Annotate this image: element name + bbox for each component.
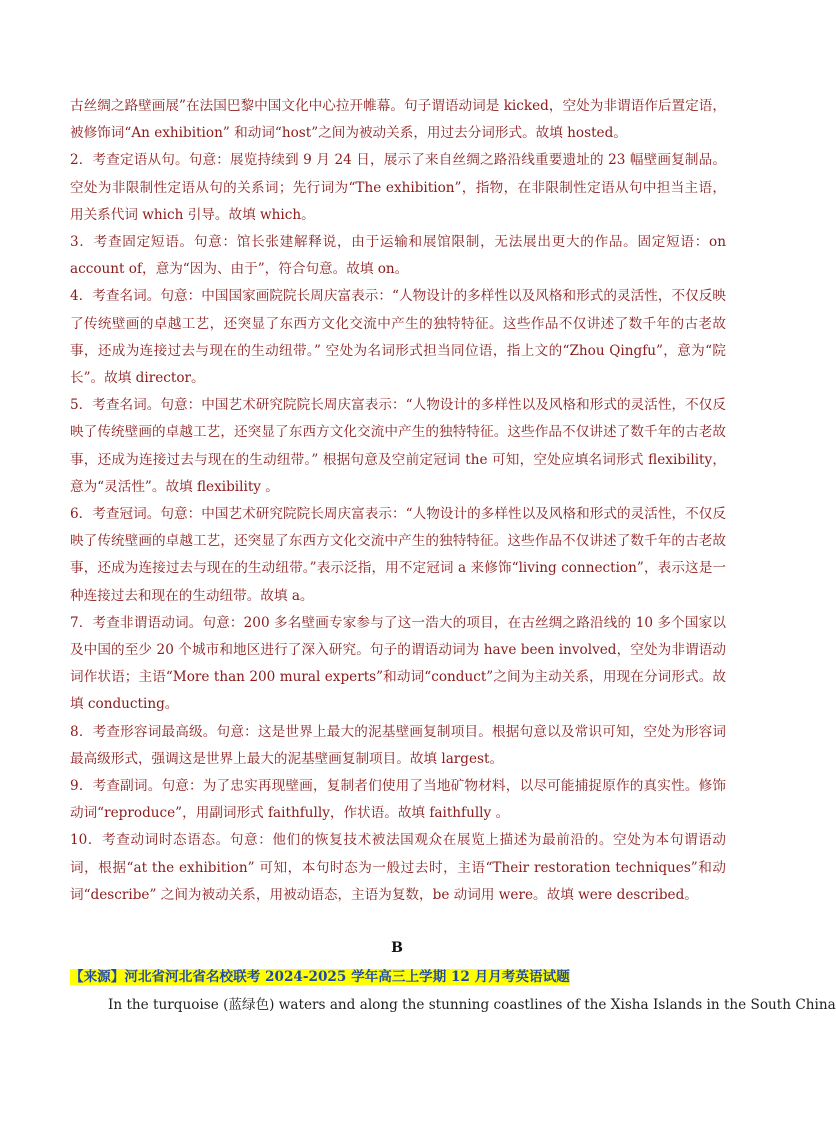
answer-5: 5．考查名词。句意：中国艺术研究院院长周庆富表示：“人物设计的多样性以及风格和形式的灵活性，不仅反映了传统壁画的卓越工艺，还突显了东西方文化交流中产生的独特特征。这些作品不仅讲述了数千年的古老故事，还成为连接过去与现在的生动纽带。” 根据句意及空前定冠词 the 可知，空处应填名词形式 flexibility，意为“灵活性”。故填 flexibility 。: [70, 397, 726, 495]
answer-6: 6．考查冠词。句意：中国艺术研究院院长周庆富表示：“人物设计的多样性以及风格和形式的灵活性，不仅反映了传统壁画的卓越工艺，还突显了东西方文化交流中产生的独特特征。这些作品不仅讲述了数千年的古老故事，还成为连接过去与现在的生动纽带。”表示泛指，用不定冠词 a 来修饰“living connection”，表示这是一种连接过去和现在的生动纽带。故填 a。: [70, 506, 726, 604]
answer-2: 2．考查定语从句。句意：展览持续到 9 月 24 日，展示了来自丝绸之路沿线重要遗址的 23 幅壁画复制品。空处为非限制性定语从句的关系词；先行词为“The exhibition”，指物，在非限制性定语从句中担当主语，用关系代词 which 引导。故填 which。: [70, 152, 726, 223]
answer-3: 3．考查固定短语。句意：馆长张建解释说，由于运输和展馆限制，无法展出更大的作品。固定短语：on account of，意为“因为、由于”，符合句意。故填 on。: [70, 234, 726, 278]
answer-explanations: [70, 93, 726, 909]
answer-9: 9．考查副词。句意：为了忠实再现壁画，复制者们使用了当地矿物材料，以尽可能捕捉原作的真实性。修饰动词“reproduce”，用副词形式 faithfully，作状语。故填 faithfully 。: [70, 778, 726, 822]
answer-1-continued: 古丝绸之路壁画展”在法国巴黎中国文化中心拉开帷幕。句子谓语动词是 kicked，空处为非谓语作后置定语，被修饰词“An exhibition” 和动词“host”之间为被动关系，用过去分词形式。故填 hosted。: [70, 98, 726, 142]
answer-4: 4．考查名词。句意：中国国家画院院长周庆富表示：“人物设计的多样性以及风格和形式的灵活性，不仅反映了传统壁画的卓越工艺，还突显了东西方文化交流中产生的独特特征。这些作品不仅讲述了数千年的古老故事，还成为连接过去与现在的生动纽带。” 空处为名词形式担当同位语，指上文的“Zhou Qingfu”，意为“院长”。故填 director。: [70, 288, 726, 387]
answer-8: 8．考查形容词最高级。句意：这是世界上最大的泥基壁画复制项目。根据句意以及常识可知，空处为形容词最高级形式，强调这是世界上最大的泥基壁画复制项目。故填 largest。: [70, 723, 726, 767]
answer-10: 10．考查动词时态语态。句意：他们的恢复技术被法国观众在展览上描述为最前沿的。空处为本句谓语动词，根据“at the exhibition” 可知，本句时态为一般过去时，主语“Their restoration techniques”和动词“describe” 之间为被动关系，用被动语态，主语为复数，be 动词用 were。故填 were described。: [70, 832, 726, 903]
source-highlight: 【来源】河北省河北省名校联考 2024-2025 学年高三上学期 12 月月考英语试题: [70, 969, 570, 985]
source-line: [70, 965, 570, 985]
passage-first-line: In the turquoise (蓝绿色) waters and along the stunning coastlines of the Xisha Islands in the South China: [108, 997, 836, 1013]
section-label: B: [391, 940, 403, 956]
answer-7: 7．考查非谓语动词。句意：200 多名壁画专家参与了这一浩大的项目，在古丝绸之路沿线的 10 多个国家以及中国的至少 20 个城市和地区进行了深入研究。句子的谓语动词为 have been involved，空处为非谓语动词作状语；主语“More than 200 mural experts”和动词“conduct”之间为主动关系，用现在分词形式。故填 conducting。: [70, 614, 726, 713]
